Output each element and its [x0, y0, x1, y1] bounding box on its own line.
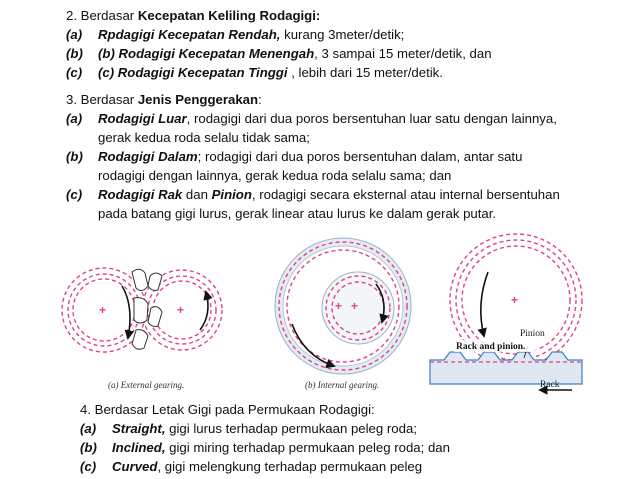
item-term: Rpdagigi Kecepatan Rendah, — [98, 27, 281, 42]
item-text: , rodagigi secara eksternal atau internal bersentuhan — [251, 187, 560, 202]
item-term: Rodagigi Dalam — [98, 149, 198, 164]
item-text: gigi miring terhadap permukaan peleg roda; dan — [165, 440, 450, 455]
item-text-continued: rodagigi dengan lainnya, gerak kedua roda selalu sama; dan — [98, 168, 452, 183]
section-2-item-b — [66, 44, 492, 63]
section-2-title: 2. Berdasar Kecepatan Keliling Rodagigi: — [66, 8, 321, 23]
item-marker: (b) — [80, 440, 97, 455]
item-text: gigi lurus terhadap permukaan peleg roda; — [165, 421, 417, 436]
section-3-title-bold: Jenis Penggerakan — [137, 92, 259, 107]
label-rack: Rack — [540, 380, 560, 390]
caption-external-gearing: (a) External gearing. — [108, 380, 185, 390]
center-mark-icon: + — [177, 303, 185, 317]
item-text: , gigi melengkung terhadap permukaan peleg — [157, 459, 423, 474]
item-text-continued: gerak kedua roda selalu tidak sama; — [98, 130, 310, 145]
section-2-item-a — [66, 25, 492, 44]
center-mark-icon: + — [511, 293, 519, 307]
rotation-arrow-icon — [481, 272, 488, 336]
item-marker: (a) — [80, 421, 97, 436]
item-term: (b) Rodagigi Kecepatan Menengah — [98, 46, 315, 61]
item-marker: (a) — [66, 111, 83, 126]
label-rack-and-pinion: Rack and pinion. — [456, 342, 526, 352]
center-mark-icon: + — [351, 299, 359, 313]
section-3-title: 3. Berdasar Jenis Penggerakan: — [66, 92, 262, 107]
section-3-item-a — [66, 109, 560, 128]
item-marker: (b) — [66, 149, 83, 164]
section-3-item-c: (c) Rodagigi Rak dan Pinion, rodagigi secara eksternal atau internal bersentuhan — [66, 187, 560, 202]
center-mark-icon: + — [99, 303, 107, 317]
section-4-item-a — [80, 419, 450, 438]
section-2-title-bold: Kecepatan Keliling Rodagigi: — [137, 8, 321, 23]
item-term: Straight, — [112, 421, 166, 436]
item-marker: (a) — [66, 27, 83, 42]
item-term: (c) Rodagigi Kecepatan Tinggi — [98, 65, 288, 80]
item-term: Rodagigi Luar — [98, 111, 187, 126]
section-4 — [80, 400, 450, 476]
item-text-continued: pada batang gigi lurus, gerak linear atau lurus ke dalam gerak putar. — [98, 206, 497, 221]
external-gearing-diagram — [62, 268, 222, 352]
item-term-2: Pinion — [211, 187, 252, 202]
item-marker: (c) — [66, 65, 83, 80]
item-text: , lebih dari 15 meter/detik. — [287, 65, 443, 80]
section-4-item-b — [80, 438, 450, 457]
internal-gearing-diagram — [275, 238, 411, 374]
label-pinion: Pinion — [520, 329, 545, 339]
item-text: , rodagigi dari dua poros bersentuhan luar satu dengan lainnya, — [186, 111, 557, 126]
section-3-item-b — [66, 147, 560, 166]
item-text: kurang 3meter/detik; — [280, 27, 405, 42]
center-mark-icon: + — [335, 299, 343, 313]
item-marker: (c) — [80, 459, 97, 474]
section-2 — [66, 6, 492, 82]
external-teeth — [132, 269, 162, 349]
item-term: Rodagigi Rak — [98, 187, 183, 202]
section-3 — [66, 90, 560, 223]
caption-internal-gearing: (b) Internal gearing. — [305, 380, 380, 390]
rack-pinion-diagram — [430, 234, 582, 390]
gearing-figure — [52, 226, 598, 402]
section-4-item-c — [80, 457, 450, 476]
rotation-arrow-icon — [122, 286, 130, 338]
section-2-item-c — [66, 63, 492, 82]
item-marker: (c) — [66, 187, 83, 202]
item-term: Inclined, — [112, 440, 166, 455]
item-text: ; rodagigi dari dua poros bersentuhan dalam, antar satu — [197, 149, 523, 164]
section-4-title: 4. Berdasar Letak Gigi pada Permukaan Rodagigi: — [80, 402, 375, 417]
item-marker: (b) — [66, 46, 83, 61]
item-text: , 3 sampai 15 meter/detik, dan — [314, 46, 492, 61]
item-term: Curved — [112, 459, 158, 474]
